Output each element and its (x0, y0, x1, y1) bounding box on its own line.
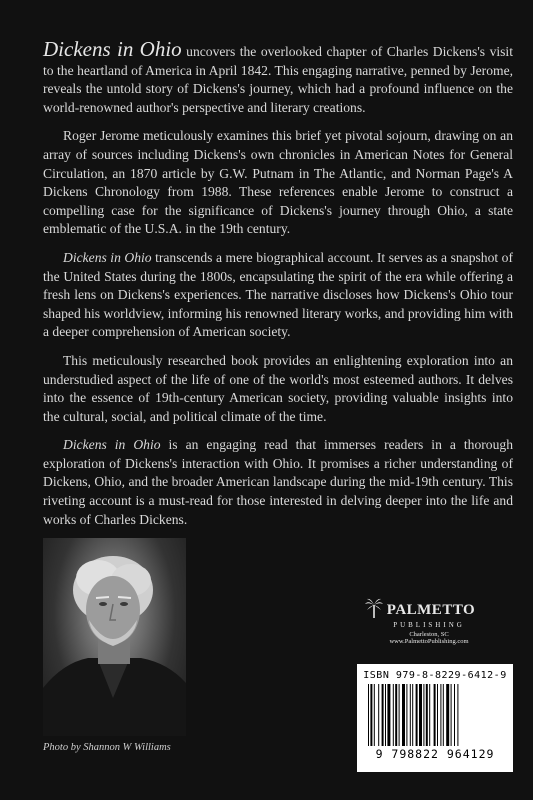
barcode-bar (426, 684, 428, 746)
paragraph-text: is an engaging read that immerses readers in a thorough exploration of Dickens's interaction with Ohio. It promises a richer understanding of Dickens, Ohio, and the broader American landscape during the mid-19th century. This riveting account is a must-read for those interested in delving deeper into the life and works of Charles Dickens. (43, 437, 513, 527)
barcode-bar (378, 684, 379, 746)
barcode-bar (423, 684, 424, 746)
photo-caption: Photo by Shannon W Williams (43, 742, 171, 753)
publisher-location: Charleston, SC (409, 631, 449, 638)
barcode-bar (393, 684, 394, 746)
barcode-bar (387, 684, 390, 746)
barcode-bar (406, 684, 407, 746)
barcode-bar (382, 684, 384, 746)
barcode-bar (434, 684, 436, 746)
barcode-bar (410, 684, 411, 746)
barcode-bars (366, 684, 504, 746)
book-title-inline: Dickens in Ohio (63, 437, 161, 453)
barcode-bar (446, 684, 449, 746)
book-title-inline: Dickens in Ohio (43, 37, 182, 61)
barcode-bar (429, 684, 430, 746)
book-title-inline: Dickens in Ohio (63, 249, 152, 265)
barcode-bar (437, 684, 438, 746)
isbn-barcode (357, 664, 513, 772)
barcode-bar (416, 684, 418, 746)
barcode-bar (454, 684, 455, 746)
palmetto-tree-icon (365, 598, 383, 623)
barcode-digits: 9 798822 964129 (375, 747, 495, 761)
barcode-bar (368, 684, 369, 746)
paragraph-text: uncovers the overlooked chapter of Charles Dickens's visit to the heartland of America in April 1842. This engaging narrative, penned by Jerome, reveals the untold story of Dickens's journey, which had a profound influence on the world-renowned author's perspective and literary creations. (43, 44, 513, 115)
blurb-paragraph-1 (43, 37, 513, 117)
publisher-url: www.PalmettoPublishing.com (389, 638, 469, 645)
barcode-bar (451, 684, 452, 746)
blurb-paragraph-3 (43, 249, 513, 342)
blurb-paragraph-5 (43, 436, 513, 529)
barcode-bar (440, 684, 441, 746)
barcode-bar (457, 684, 458, 746)
author-photo (43, 538, 186, 736)
barcode-bar (419, 684, 422, 746)
publisher-subtitle: PUBLISHING (393, 621, 465, 629)
barcode-bar (402, 684, 405, 746)
blurb-paragraph-4: This meticulously researched book provides an enlightening exploration into an understudied aspect of the life of one of the world's most esteemed authors. It delves into the essence of 19th-century American society, providing valuable insights into the cultural, social, and political climate of the time. (43, 352, 513, 424)
isbn-label: ISBN 979-8-8229-6412-9 (363, 670, 507, 681)
barcode-bar (399, 684, 400, 746)
paragraph-text: transcends a mere biographical account. It serves as a snapshot of the United States during the 1800s, encapsulating the spirit of the era while offering a fresh lens on Dickens's experiences. The narrative discloses how Dickens's Ohio tour shaped his worldview, informing his renowned literary works, and providing him with a deeper comprehension of American society. (43, 249, 513, 340)
barcode-bar (443, 684, 444, 746)
back-cover-blurb (43, 37, 513, 539)
publisher-name: PALMETTO (386, 602, 476, 618)
barcode-bar (385, 684, 386, 746)
barcode-bar (412, 684, 413, 746)
blurb-paragraph-2: Roger Jerome meticulously examines this brief yet pivotal sojourn, drawing on an array of sources including Dickens's own chronicles in American Notes for General Circulation, an 1870 article by G.W. Putnam in The Atlantic, and Norman Page's A Dickens Chronology from 1988. These references enable Jerome to construct a compelling case for the significance of Dickens's journey through Ohio, a state emblematic of the U.S.A. in the 19th century. (43, 128, 513, 237)
barcode-bar (395, 684, 397, 746)
barcode-bar (374, 684, 375, 746)
publisher-row (350, 598, 490, 623)
barcode-bar (370, 684, 372, 746)
publisher-logo (350, 598, 490, 645)
